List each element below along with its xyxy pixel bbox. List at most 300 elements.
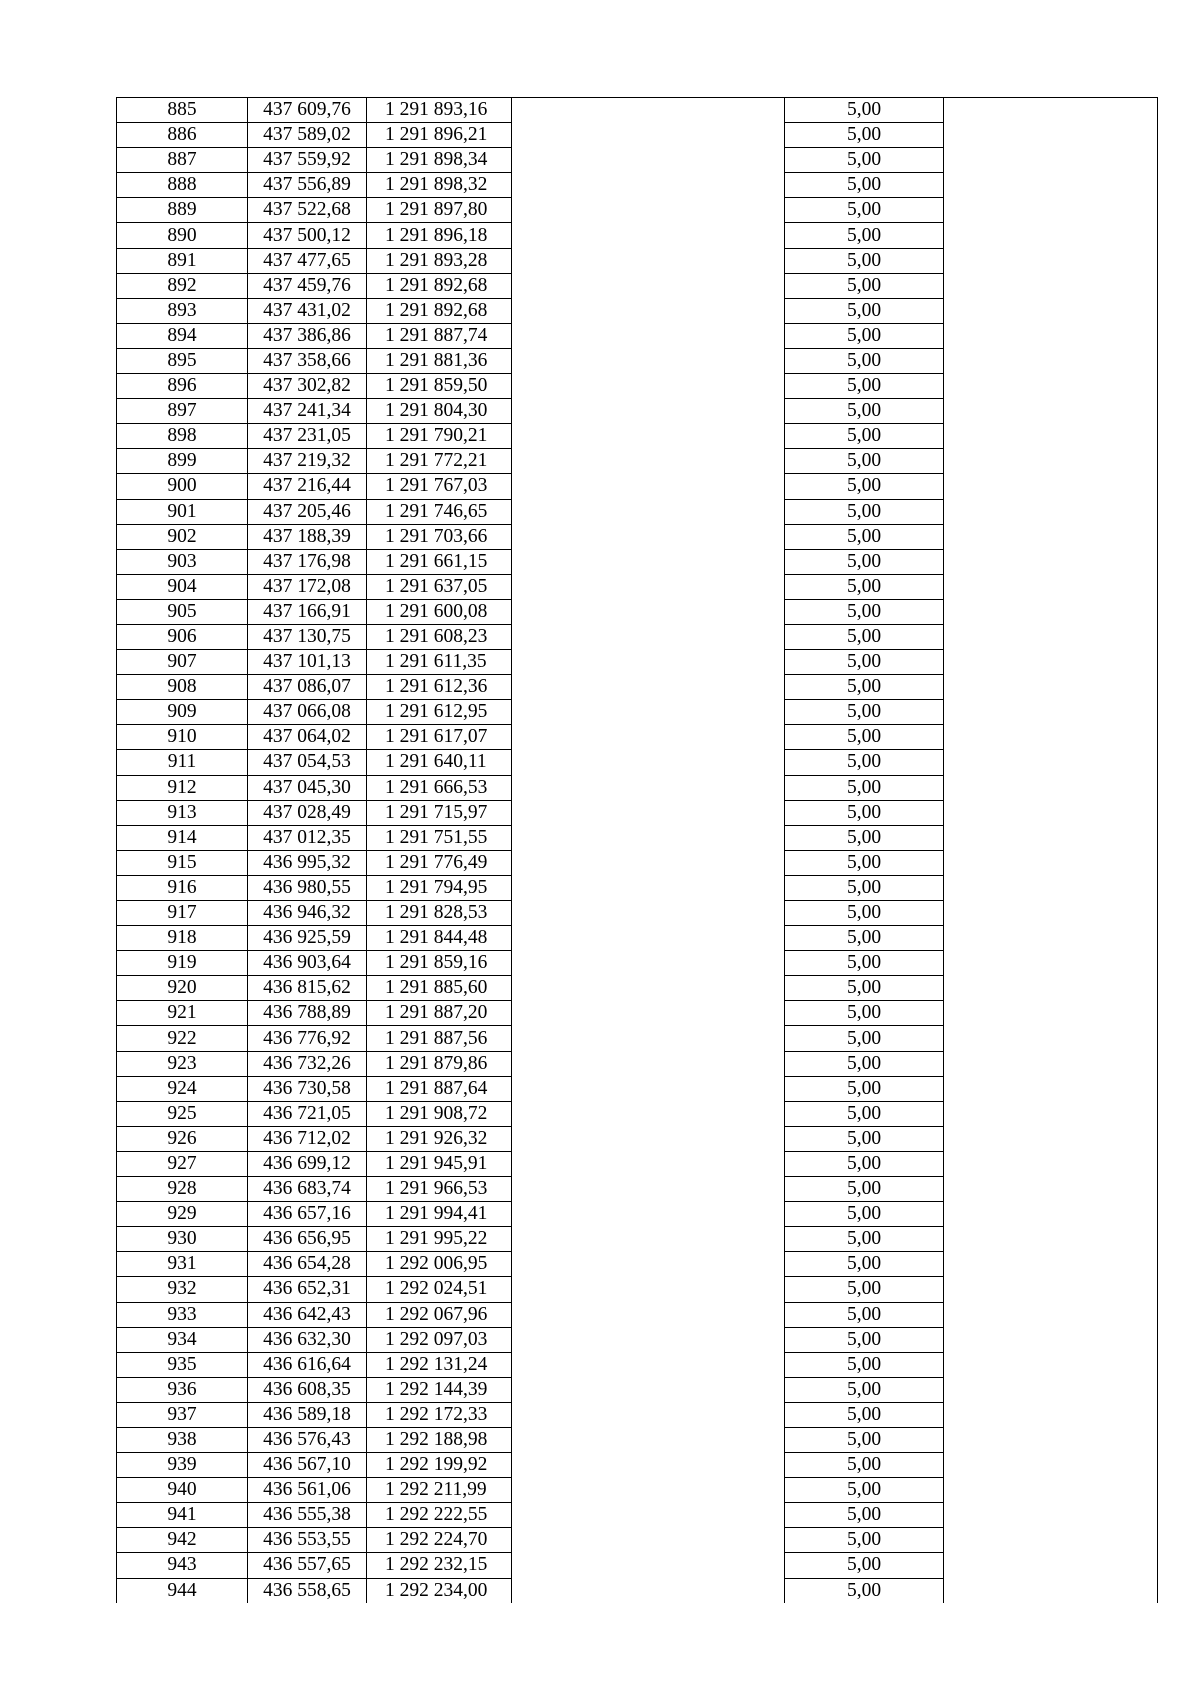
point-number-cell: 924 xyxy=(117,1076,248,1101)
y-coordinate-cell: 1 291 887,56 xyxy=(367,1026,512,1051)
empty-cell xyxy=(944,1578,1158,1603)
tolerance-cell: 5,00 xyxy=(785,901,944,926)
point-number-cell: 916 xyxy=(117,875,248,900)
empty-cell xyxy=(944,1503,1158,1528)
y-coordinate-cell: 1 291 828,53 xyxy=(367,901,512,926)
empty-cell xyxy=(512,524,785,549)
x-coordinate-cell: 436 656,95 xyxy=(248,1227,367,1252)
point-number-cell: 892 xyxy=(117,273,248,298)
tolerance-cell: 5,00 xyxy=(785,1302,944,1327)
tolerance-cell: 5,00 xyxy=(785,323,944,348)
tolerance-cell: 5,00 xyxy=(785,1528,944,1553)
point-number-cell: 891 xyxy=(117,248,248,273)
x-coordinate-cell: 436 589,18 xyxy=(248,1402,367,1427)
point-number-cell: 926 xyxy=(117,1126,248,1151)
empty-cell xyxy=(944,223,1158,248)
x-coordinate-cell: 436 788,89 xyxy=(248,1001,367,1026)
point-number-cell: 885 xyxy=(117,98,248,123)
empty-cell xyxy=(944,173,1158,198)
point-number-cell: 898 xyxy=(117,424,248,449)
x-coordinate-cell: 436 553,55 xyxy=(248,1528,367,1553)
point-number-cell: 919 xyxy=(117,951,248,976)
tolerance-cell: 5,00 xyxy=(785,198,944,223)
x-coordinate-cell: 436 576,43 xyxy=(248,1427,367,1452)
empty-cell xyxy=(512,850,785,875)
empty-cell xyxy=(944,1151,1158,1176)
table-row xyxy=(117,1202,1158,1227)
point-number-cell: 906 xyxy=(117,624,248,649)
x-coordinate-cell: 436 567,10 xyxy=(248,1453,367,1478)
y-coordinate-cell: 1 291 608,23 xyxy=(367,624,512,649)
table-row xyxy=(117,875,1158,900)
empty-cell xyxy=(944,1177,1158,1202)
empty-cell xyxy=(512,399,785,424)
empty-cell xyxy=(944,1553,1158,1578)
tolerance-cell: 5,00 xyxy=(785,1227,944,1252)
point-number-cell: 905 xyxy=(117,599,248,624)
table-row xyxy=(117,1578,1158,1603)
x-coordinate-cell: 437 028,49 xyxy=(248,800,367,825)
tolerance-cell: 5,00 xyxy=(785,1051,944,1076)
tolerance-cell: 5,00 xyxy=(785,650,944,675)
point-number-cell: 940 xyxy=(117,1478,248,1503)
point-number-cell: 904 xyxy=(117,574,248,599)
y-coordinate-cell: 1 291 751,55 xyxy=(367,825,512,850)
point-number-cell: 943 xyxy=(117,1553,248,1578)
y-coordinate-cell: 1 292 144,39 xyxy=(367,1377,512,1402)
point-number-cell: 921 xyxy=(117,1001,248,1026)
table-row xyxy=(117,700,1158,725)
point-number-cell: 886 xyxy=(117,123,248,148)
empty-cell xyxy=(512,348,785,373)
tolerance-cell: 5,00 xyxy=(785,1101,944,1126)
point-number-cell: 903 xyxy=(117,549,248,574)
point-number-cell: 909 xyxy=(117,700,248,725)
tolerance-cell: 5,00 xyxy=(785,926,944,951)
tolerance-cell: 5,00 xyxy=(785,574,944,599)
empty-cell xyxy=(512,1578,785,1603)
y-coordinate-cell: 1 291 994,41 xyxy=(367,1202,512,1227)
x-coordinate-cell: 437 358,66 xyxy=(248,348,367,373)
empty-cell xyxy=(512,599,785,624)
empty-cell xyxy=(944,1352,1158,1377)
empty-cell xyxy=(944,825,1158,850)
y-coordinate-cell: 1 291 661,15 xyxy=(367,549,512,574)
point-number-cell: 918 xyxy=(117,926,248,951)
tolerance-cell: 5,00 xyxy=(785,449,944,474)
x-coordinate-cell: 437 522,68 xyxy=(248,198,367,223)
empty-cell xyxy=(944,424,1158,449)
empty-cell xyxy=(512,574,785,599)
coordinates-table xyxy=(116,97,1158,1603)
empty-cell xyxy=(512,148,785,173)
y-coordinate-cell: 1 291 612,36 xyxy=(367,675,512,700)
y-coordinate-cell: 1 291 600,08 xyxy=(367,599,512,624)
empty-cell xyxy=(512,875,785,900)
table-row xyxy=(117,474,1158,499)
empty-cell xyxy=(944,1101,1158,1126)
tolerance-cell: 5,00 xyxy=(785,499,944,524)
tolerance-cell: 5,00 xyxy=(785,148,944,173)
point-number-cell: 937 xyxy=(117,1402,248,1427)
y-coordinate-cell: 1 292 097,03 xyxy=(367,1327,512,1352)
tolerance-cell: 5,00 xyxy=(785,1402,944,1427)
empty-cell xyxy=(944,298,1158,323)
y-coordinate-cell: 1 291 926,32 xyxy=(367,1126,512,1151)
x-coordinate-cell: 437 066,08 xyxy=(248,700,367,725)
x-coordinate-cell: 437 045,30 xyxy=(248,775,367,800)
y-coordinate-cell: 1 291 995,22 xyxy=(367,1227,512,1252)
point-number-cell: 935 xyxy=(117,1352,248,1377)
point-number-cell: 922 xyxy=(117,1026,248,1051)
y-coordinate-cell: 1 291 804,30 xyxy=(367,399,512,424)
table-row xyxy=(117,1302,1158,1327)
y-coordinate-cell: 1 291 885,60 xyxy=(367,976,512,1001)
empty-cell xyxy=(944,549,1158,574)
tolerance-cell: 5,00 xyxy=(785,273,944,298)
table-row xyxy=(117,549,1158,574)
table-row xyxy=(117,198,1158,223)
point-number-cell: 915 xyxy=(117,850,248,875)
x-coordinate-cell: 437 216,44 xyxy=(248,474,367,499)
point-number-cell: 936 xyxy=(117,1377,248,1402)
x-coordinate-cell: 437 556,89 xyxy=(248,173,367,198)
empty-cell xyxy=(512,1051,785,1076)
empty-cell xyxy=(512,374,785,399)
empty-cell xyxy=(944,624,1158,649)
empty-cell xyxy=(944,499,1158,524)
tolerance-cell: 5,00 xyxy=(785,1001,944,1026)
tolerance-cell: 5,00 xyxy=(785,1578,944,1603)
tolerance-cell: 5,00 xyxy=(785,123,944,148)
empty-cell xyxy=(944,875,1158,900)
tolerance-cell: 5,00 xyxy=(785,98,944,123)
x-coordinate-cell: 436 712,02 xyxy=(248,1126,367,1151)
table-row xyxy=(117,1478,1158,1503)
empty-cell xyxy=(512,173,785,198)
empty-cell xyxy=(512,499,785,524)
empty-cell xyxy=(512,1302,785,1327)
x-coordinate-cell: 437 205,46 xyxy=(248,499,367,524)
table-row xyxy=(117,173,1158,198)
y-coordinate-cell: 1 291 844,48 xyxy=(367,926,512,951)
table-row xyxy=(117,624,1158,649)
y-coordinate-cell: 1 292 006,95 xyxy=(367,1252,512,1277)
x-coordinate-cell: 437 172,08 xyxy=(248,574,367,599)
empty-cell xyxy=(512,1252,785,1277)
empty-cell xyxy=(512,650,785,675)
tolerance-cell: 5,00 xyxy=(785,1377,944,1402)
point-number-cell: 901 xyxy=(117,499,248,524)
empty-cell xyxy=(944,574,1158,599)
point-number-cell: 927 xyxy=(117,1151,248,1176)
tolerance-cell: 5,00 xyxy=(785,1478,944,1503)
empty-cell xyxy=(944,800,1158,825)
point-number-cell: 928 xyxy=(117,1177,248,1202)
x-coordinate-cell: 437 012,35 xyxy=(248,825,367,850)
tolerance-cell: 5,00 xyxy=(785,1151,944,1176)
point-number-cell: 887 xyxy=(117,148,248,173)
table-row xyxy=(117,449,1158,474)
tolerance-cell: 5,00 xyxy=(785,1427,944,1452)
y-coordinate-cell: 1 291 898,34 xyxy=(367,148,512,173)
point-number-cell: 895 xyxy=(117,348,248,373)
point-number-cell: 893 xyxy=(117,298,248,323)
y-coordinate-cell: 1 292 024,51 xyxy=(367,1277,512,1302)
x-coordinate-cell: 436 980,55 xyxy=(248,875,367,900)
empty-cell xyxy=(512,198,785,223)
point-number-cell: 900 xyxy=(117,474,248,499)
y-coordinate-cell: 1 292 131,24 xyxy=(367,1352,512,1377)
y-coordinate-cell: 1 291 893,16 xyxy=(367,98,512,123)
table-row xyxy=(117,1252,1158,1277)
empty-cell xyxy=(944,449,1158,474)
x-coordinate-cell: 436 730,58 xyxy=(248,1076,367,1101)
empty-cell xyxy=(944,123,1158,148)
y-coordinate-cell: 1 291 715,97 xyxy=(367,800,512,825)
y-coordinate-cell: 1 291 892,68 xyxy=(367,298,512,323)
point-number-cell: 912 xyxy=(117,775,248,800)
empty-cell xyxy=(944,474,1158,499)
empty-cell xyxy=(512,1327,785,1352)
empty-cell xyxy=(512,123,785,148)
table-row xyxy=(117,951,1158,976)
x-coordinate-cell: 436 657,16 xyxy=(248,1202,367,1227)
empty-cell xyxy=(944,248,1158,273)
empty-cell xyxy=(944,98,1158,123)
tolerance-cell: 5,00 xyxy=(785,1277,944,1302)
empty-cell xyxy=(944,775,1158,800)
tolerance-cell: 5,00 xyxy=(785,825,944,850)
x-coordinate-cell: 436 654,28 xyxy=(248,1252,367,1277)
y-coordinate-cell: 1 291 617,07 xyxy=(367,725,512,750)
empty-cell xyxy=(944,198,1158,223)
table-row xyxy=(117,323,1158,348)
table-row xyxy=(117,976,1158,1001)
empty-cell xyxy=(944,1026,1158,1051)
point-number-cell: 896 xyxy=(117,374,248,399)
table-row xyxy=(117,1227,1158,1252)
empty-cell xyxy=(512,775,785,800)
y-coordinate-cell: 1 291 611,35 xyxy=(367,650,512,675)
y-coordinate-cell: 1 291 794,95 xyxy=(367,875,512,900)
tolerance-cell: 5,00 xyxy=(785,800,944,825)
table-row xyxy=(117,524,1158,549)
x-coordinate-cell: 436 815,62 xyxy=(248,976,367,1001)
y-coordinate-cell: 1 291 703,66 xyxy=(367,524,512,549)
point-number-cell: 934 xyxy=(117,1327,248,1352)
tolerance-cell: 5,00 xyxy=(785,725,944,750)
tolerance-cell: 5,00 xyxy=(785,675,944,700)
tolerance-cell: 5,00 xyxy=(785,1026,944,1051)
y-coordinate-cell: 1 291 887,20 xyxy=(367,1001,512,1026)
empty-cell xyxy=(944,1427,1158,1452)
y-coordinate-cell: 1 292 199,92 xyxy=(367,1453,512,1478)
empty-cell xyxy=(512,624,785,649)
empty-cell xyxy=(944,1453,1158,1478)
empty-cell xyxy=(944,399,1158,424)
x-coordinate-cell: 436 946,32 xyxy=(248,901,367,926)
point-number-cell: 933 xyxy=(117,1302,248,1327)
empty-cell xyxy=(512,800,785,825)
table-row xyxy=(117,424,1158,449)
x-coordinate-cell: 437 166,91 xyxy=(248,599,367,624)
table-row xyxy=(117,675,1158,700)
y-coordinate-cell: 1 291 767,03 xyxy=(367,474,512,499)
tolerance-cell: 5,00 xyxy=(785,1177,944,1202)
y-coordinate-cell: 1 291 887,74 xyxy=(367,323,512,348)
table-row xyxy=(117,374,1158,399)
x-coordinate-cell: 436 616,64 xyxy=(248,1352,367,1377)
empty-cell xyxy=(944,1001,1158,1026)
tolerance-cell: 5,00 xyxy=(785,248,944,273)
tolerance-cell: 5,00 xyxy=(785,474,944,499)
table-row xyxy=(117,599,1158,624)
table-row xyxy=(117,574,1158,599)
y-coordinate-cell: 1 292 067,96 xyxy=(367,1302,512,1327)
table-row xyxy=(117,1101,1158,1126)
x-coordinate-cell: 437 101,13 xyxy=(248,650,367,675)
empty-cell xyxy=(944,1528,1158,1553)
empty-cell xyxy=(512,1026,785,1051)
table-row xyxy=(117,1377,1158,1402)
point-number-cell: 944 xyxy=(117,1578,248,1603)
point-number-cell: 890 xyxy=(117,223,248,248)
table-row xyxy=(117,825,1158,850)
point-number-cell: 911 xyxy=(117,750,248,775)
empty-cell xyxy=(512,976,785,1001)
tolerance-cell: 5,00 xyxy=(785,1252,944,1277)
point-number-cell: 939 xyxy=(117,1453,248,1478)
empty-cell xyxy=(944,374,1158,399)
empty-cell xyxy=(512,1528,785,1553)
tolerance-cell: 5,00 xyxy=(785,1553,944,1578)
x-coordinate-cell: 437 459,76 xyxy=(248,273,367,298)
table-row xyxy=(117,1151,1158,1176)
x-coordinate-cell: 437 559,92 xyxy=(248,148,367,173)
table-row xyxy=(117,123,1158,148)
empty-cell xyxy=(944,675,1158,700)
tolerance-cell: 5,00 xyxy=(785,173,944,198)
table-row xyxy=(117,1553,1158,1578)
table-row xyxy=(117,1076,1158,1101)
x-coordinate-cell: 436 732,26 xyxy=(248,1051,367,1076)
x-coordinate-cell: 437 500,12 xyxy=(248,223,367,248)
point-number-cell: 917 xyxy=(117,901,248,926)
table-row xyxy=(117,901,1158,926)
x-coordinate-cell: 436 608,35 xyxy=(248,1377,367,1402)
tolerance-cell: 5,00 xyxy=(785,700,944,725)
table-row xyxy=(117,148,1158,173)
x-coordinate-cell: 436 557,65 xyxy=(248,1553,367,1578)
x-coordinate-cell: 437 231,05 xyxy=(248,424,367,449)
empty-cell xyxy=(944,1076,1158,1101)
empty-cell xyxy=(512,474,785,499)
empty-cell xyxy=(944,348,1158,373)
y-coordinate-cell: 1 291 945,91 xyxy=(367,1151,512,1176)
x-coordinate-cell: 437 302,82 xyxy=(248,374,367,399)
empty-cell xyxy=(944,926,1158,951)
empty-cell xyxy=(512,1202,785,1227)
table-row xyxy=(117,1503,1158,1528)
empty-cell xyxy=(944,524,1158,549)
tolerance-cell: 5,00 xyxy=(785,976,944,1001)
x-coordinate-cell: 436 925,59 xyxy=(248,926,367,951)
x-coordinate-cell: 436 652,31 xyxy=(248,1277,367,1302)
y-coordinate-cell: 1 291 908,72 xyxy=(367,1101,512,1126)
empty-cell xyxy=(944,750,1158,775)
table-row xyxy=(117,1453,1158,1478)
x-coordinate-cell: 437 188,39 xyxy=(248,524,367,549)
y-coordinate-cell: 1 291 898,32 xyxy=(367,173,512,198)
y-coordinate-cell: 1 291 612,95 xyxy=(367,700,512,725)
table-row xyxy=(117,348,1158,373)
table-row xyxy=(117,298,1158,323)
empty-cell xyxy=(512,549,785,574)
x-coordinate-cell: 437 086,07 xyxy=(248,675,367,700)
table-row xyxy=(117,775,1158,800)
table-row xyxy=(117,1177,1158,1202)
empty-cell xyxy=(512,323,785,348)
y-coordinate-cell: 1 291 897,80 xyxy=(367,198,512,223)
y-coordinate-cell: 1 291 640,11 xyxy=(367,750,512,775)
table-row xyxy=(117,926,1158,951)
point-number-cell: 888 xyxy=(117,173,248,198)
empty-cell xyxy=(512,1277,785,1302)
x-coordinate-cell: 436 632,30 xyxy=(248,1327,367,1352)
y-coordinate-cell: 1 291 790,21 xyxy=(367,424,512,449)
empty-cell xyxy=(944,1402,1158,1427)
y-coordinate-cell: 1 292 234,00 xyxy=(367,1578,512,1603)
empty-cell xyxy=(944,725,1158,750)
coordinates-table-body xyxy=(117,98,1158,1604)
x-coordinate-cell: 436 995,32 xyxy=(248,850,367,875)
table-row xyxy=(117,650,1158,675)
y-coordinate-cell: 1 292 232,15 xyxy=(367,1553,512,1578)
point-number-cell: 923 xyxy=(117,1051,248,1076)
table-row xyxy=(117,248,1158,273)
empty-cell xyxy=(512,223,785,248)
y-coordinate-cell: 1 291 893,28 xyxy=(367,248,512,273)
x-coordinate-cell: 437 589,02 xyxy=(248,123,367,148)
tolerance-cell: 5,00 xyxy=(785,1327,944,1352)
tolerance-cell: 5,00 xyxy=(785,549,944,574)
empty-cell xyxy=(512,298,785,323)
empty-cell xyxy=(944,1377,1158,1402)
empty-cell xyxy=(512,1352,785,1377)
x-coordinate-cell: 436 699,12 xyxy=(248,1151,367,1176)
tolerance-cell: 5,00 xyxy=(785,850,944,875)
empty-cell xyxy=(512,1478,785,1503)
empty-cell xyxy=(512,424,785,449)
empty-cell xyxy=(512,1553,785,1578)
y-coordinate-cell: 1 291 892,68 xyxy=(367,273,512,298)
table-row xyxy=(117,1026,1158,1051)
table-row xyxy=(117,1327,1158,1352)
empty-cell xyxy=(512,1001,785,1026)
tolerance-cell: 5,00 xyxy=(785,1453,944,1478)
tolerance-cell: 5,00 xyxy=(785,1352,944,1377)
point-number-cell: 907 xyxy=(117,650,248,675)
point-number-cell: 913 xyxy=(117,800,248,825)
tolerance-cell: 5,00 xyxy=(785,1202,944,1227)
table-row xyxy=(117,750,1158,775)
x-coordinate-cell: 436 642,43 xyxy=(248,1302,367,1327)
table-row xyxy=(117,273,1158,298)
table-row xyxy=(117,1352,1158,1377)
y-coordinate-cell: 1 291 666,53 xyxy=(367,775,512,800)
tolerance-cell: 5,00 xyxy=(785,399,944,424)
